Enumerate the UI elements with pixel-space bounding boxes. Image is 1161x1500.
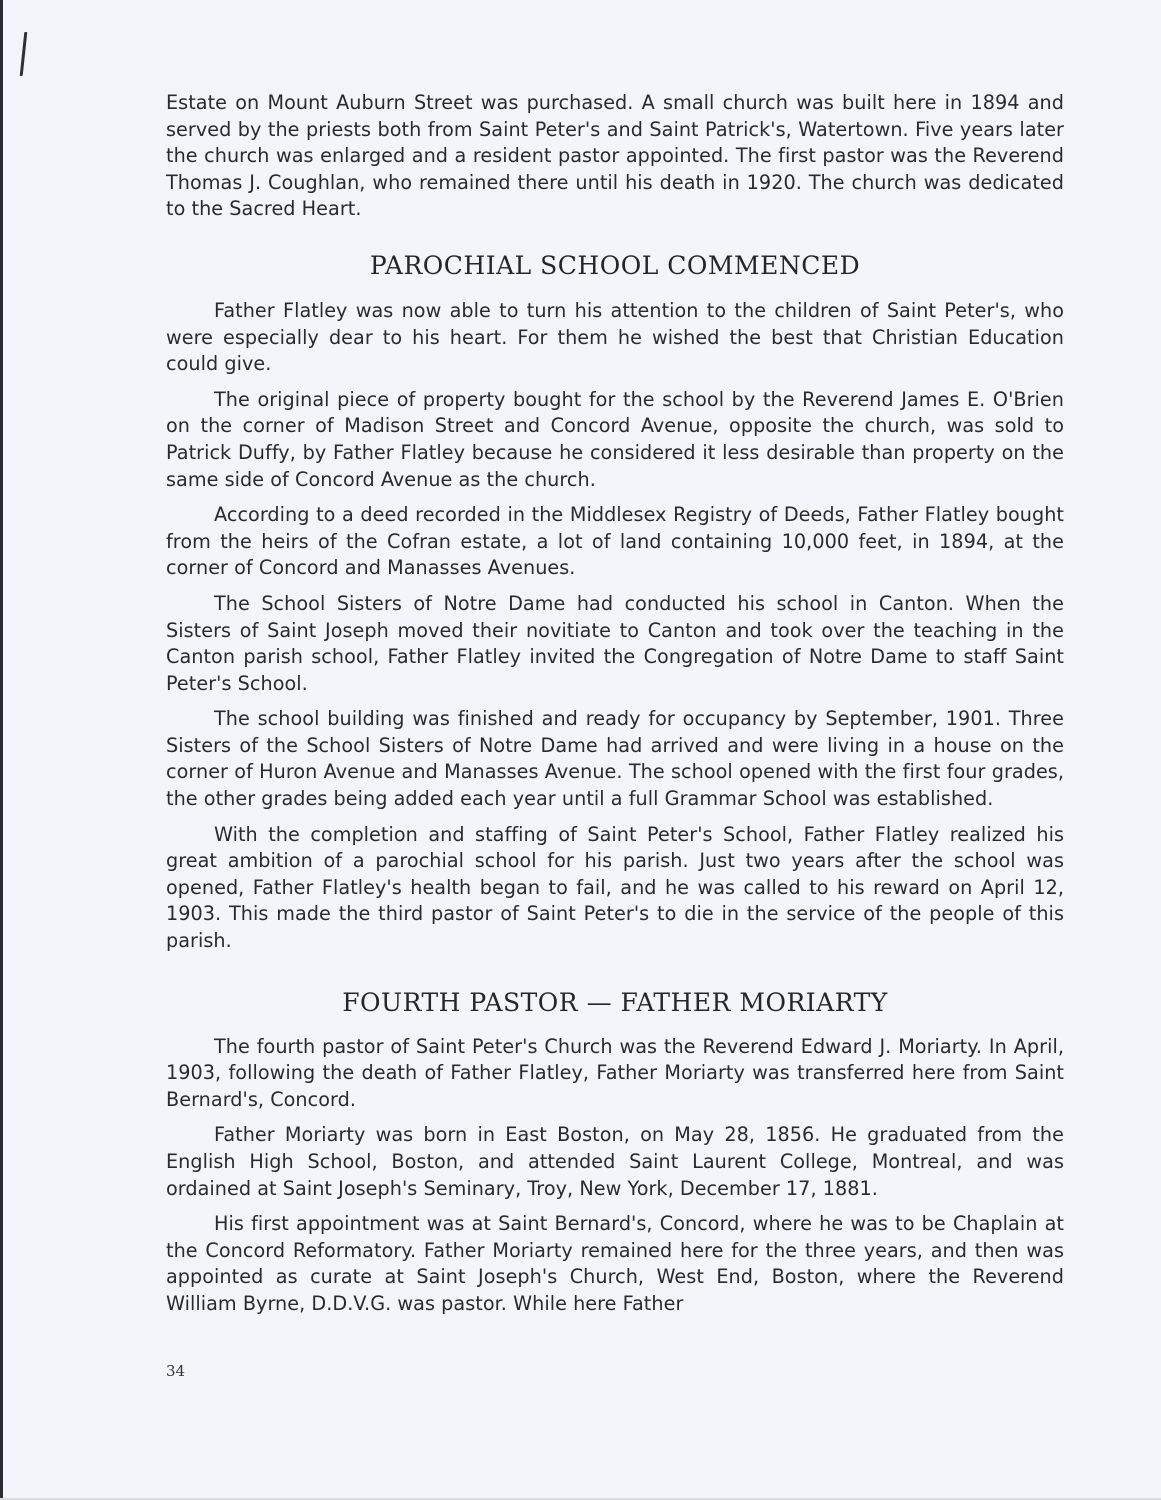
- section-heading-parochial-school: PAROCHIAL SCHOOL COMMENCED: [369, 250, 861, 280]
- paragraph-continued: Estate on Mount Auburn Street was purchased. A small church was built here in 1894 and served by the priests both from Saint Peter's and Saint Patrick's, Watertown. Five years later the church was enlarged and a resident pastor appointed. The first pastor was the Reverend Thomas J. Coughlan, who remained there until his death in 1920. The church was dedicated to the Sacred Heart.: [166, 91, 1064, 221]
- page-body: [166, 90, 1064, 1318]
- paragraph-continues: His first appointment was at Saint Bernard's, Concord, where he was to be Chaplain at the Concord Reformatory. Father Moriarty remained here for the three years, and then was appointed as curate at Saint Joseph's Church, West End, Boston, where the Reverend William Byrne, D.D.V.G. was pastor. While here Father: [166, 1212, 1064, 1315]
- paragraph: The original piece of property bought for the school by the Reverend James E. O'Brien on the corner of Madison Street and Concord Avenue, opposite the church, was sold to Patrick Duffy, by Father Flatley because he considered it less desirable than property on the same side of Concord Avenue as the church.: [166, 387, 1064, 491]
- paragraph: The School Sisters of Notre Dame had conducted his school in Canton. When the Sisters of Saint Joseph moved their novitiate to Canton and took over the teaching in the Canton parish school, Father Flatley invited the Congregation of Notre Dame to staff Saint Peter's School.: [166, 591, 1064, 695]
- paragraph: According to a deed recorded in the Middlesex Registry of Deeds, Father Flatley bought from the heirs of the Cofran estate, a lot of land containing 10,000 feet, in 1894, at the corner of Concord and Manasses Avenues.: [166, 503, 1064, 580]
- paragraph: Father Flatley was now able to turn his attention to the children of Saint Peter's, who were especially dear to his heart. For them he wished the best that Christian Education could give.: [166, 298, 1064, 376]
- paragraph: Father Moriarty was born in East Boston, on May 28, 1856. He graduated from the English High School, Boston, and attended Saint Laurent College, Montreal, and was ordained at Saint Joseph's Seminary, Troy, New York, December 17, 1881.: [166, 1123, 1064, 1200]
- paragraph: The school building was finished and ready for occupancy by September, 1901. Three Sisters of the School Sisters of Notre Dame had arrived and were living in a house on the corner of Huron Avenue and Manasses Avenue. The school opened with the first four grades, the other grades being added each year until a full Grammar School was established.: [166, 707, 1064, 811]
- paragraph: With the completion and staffing of Saint Peter's School, Father Flatley realized his great ambition of a parochial school for his parish. Just two years after the school was opened, Father Flatley's health began to fail, and he was called to his reward on April 12, 1903. This made the third pastor of Saint Peter's to die in the service of the people of this parish.: [166, 822, 1064, 953]
- paragraph: The fourth pastor of Saint Peter's Church was the Reverend Edward J. Moriarty. In April, 1903, following the death of Father Flatley, Father Moriarty was transferred here from Saint Bernard's, Concord.: [166, 1034, 1064, 1111]
- scan-left-edge: [0, 0, 3, 1500]
- section-heading-fourth-pastor: FOURTH PASTOR — FATHER MORIARTY: [342, 987, 888, 1017]
- margin-pen-mark: [20, 32, 28, 76]
- page-number: 34: [166, 1362, 186, 1380]
